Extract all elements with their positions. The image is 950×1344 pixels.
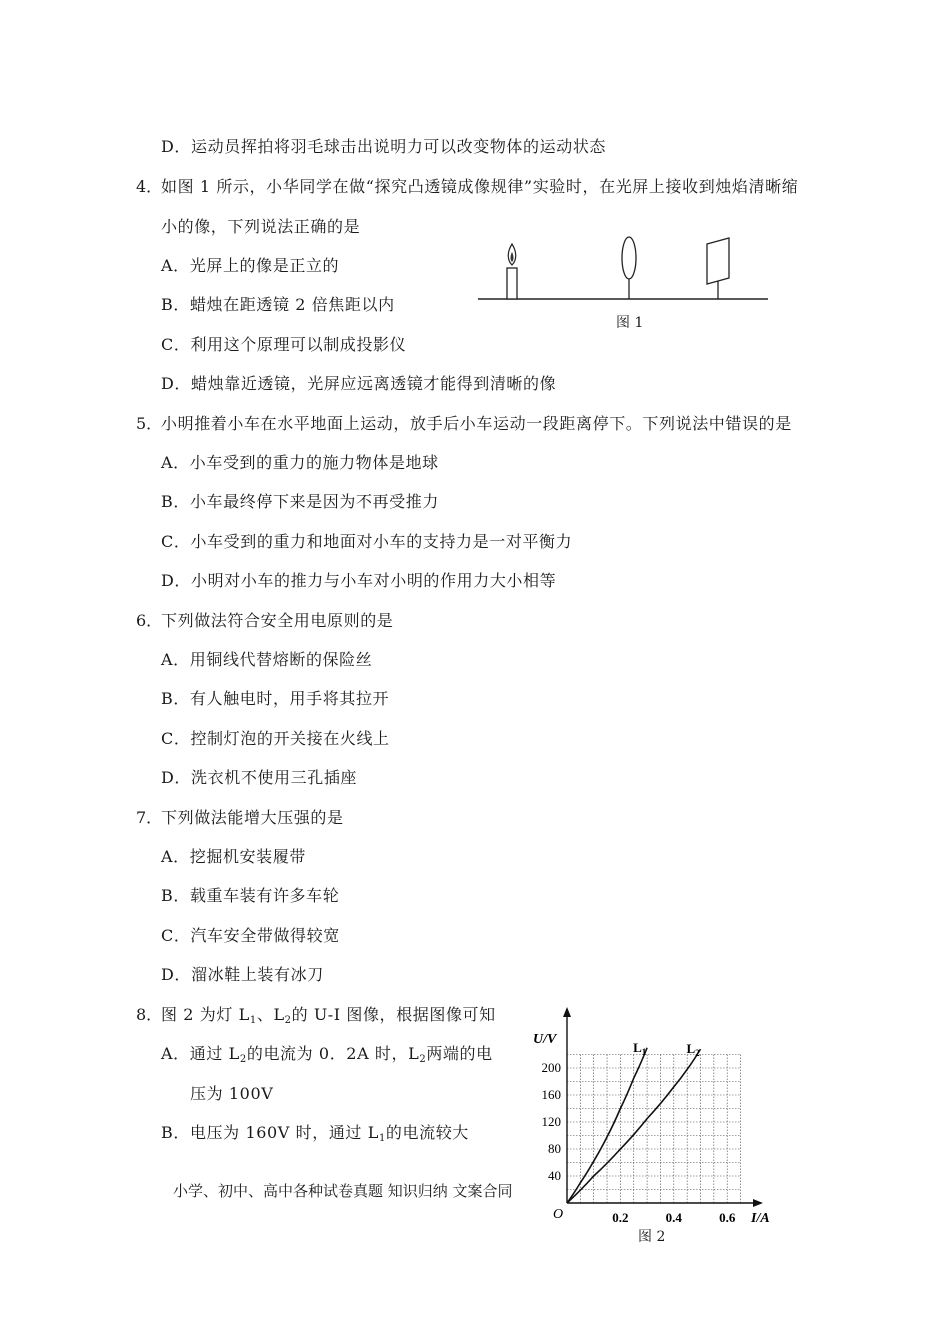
q7-stem: 下列做法能增大压强的是 [161, 808, 344, 827]
q5-option-d: D．小明对小车的推力与小车对小明的作用力大小相等 [161, 571, 557, 590]
q5-number: 5． [136, 414, 163, 433]
q5-option-b: B．小车最终停下来是因为不再受推力 [161, 492, 439, 511]
x-axis-label: I/A [751, 1211, 770, 1226]
q8-stem: 图 2 为灯 $L_1$、$L_2$的 U-I 图像，根据图像可知 [161, 1005, 496, 1026]
chart-series-labels [633, 1040, 700, 1058]
q5-stem: 小明推着小车在水平地面上运动，放手后小车运动一段距离停下。下列说法中错误的是 [161, 414, 792, 433]
light-screen-icon [707, 238, 729, 299]
q7-option-b: B．载重车装有许多车轮 [161, 886, 340, 905]
q4-number: 4． [136, 177, 163, 196]
chart-tick-labels [533, 1032, 770, 1226]
q6-option-d: D．洗衣机不使用三孔插座 [161, 768, 358, 787]
q6-number: 6． [136, 611, 163, 630]
q8-option-b: B．电压为 160V 时，通过 $L_1$的电流较大 [161, 1123, 469, 1144]
y-tick-label: 160 [541, 1087, 561, 1102]
q8-option-a-continued: 压为 100V [190, 1084, 274, 1103]
q4-stem-line1: 如图 1 所示，小华同学在做“探究凸透镜成像规律”实验时，在光屏上接收到烛焰清晰缩 [161, 177, 799, 196]
series-curve-l1 [567, 1048, 647, 1203]
chart-series [567, 1048, 701, 1203]
q3-option-d: D．运动员挥拍将羽毛球击出说明力可以改变物体的运动状态 [161, 137, 607, 156]
x-axis-arrow [753, 1199, 763, 1207]
y-tick-label: 80 [548, 1141, 561, 1156]
series-label-l2: $L_2$ [686, 1041, 700, 1059]
y-axis-arrow [563, 1007, 571, 1017]
x-tick-label: 0.2 [612, 1210, 629, 1225]
origin-label: O [553, 1207, 564, 1222]
q8-option-a: A．通过 $L_2$的电流为 0．2A 时，$L_2$两端的电 [161, 1044, 493, 1065]
candle-icon [507, 244, 517, 299]
q6-option-a: A．用铜线代替熔断的保险丝 [161, 650, 373, 669]
q4-option-a: A．光屏上的像是正立的 [161, 256, 340, 275]
figure-1-caption: 图 1 [616, 315, 644, 331]
figure-2-ui-chart [525, 1003, 785, 1243]
q7-number: 7． [136, 808, 163, 827]
figure-2-caption: 图 2 [638, 1229, 666, 1245]
q8-number: 8． [136, 1005, 163, 1024]
x-tick-label: 0.4 [665, 1210, 682, 1225]
q6-option-c: C．控制灯泡的开关接在火线上 [161, 729, 390, 748]
y-tick-label: 40 [548, 1168, 561, 1183]
chart-grid [567, 1055, 741, 1204]
q4-option-c: C．利用这个原理可以制成投影仪 [161, 335, 407, 354]
q4-option-d: D．蜡烛靠近透镜，光屏应远离透镜才能得到清晰的像 [161, 374, 557, 393]
footer-text: 小学、初中、高中各种试卷真题 知识归纳 文案合同 [173, 1182, 513, 1200]
q7-option-d: D．溜冰鞋上装有冰刀 [161, 965, 324, 984]
x-tick-label: 0.6 [719, 1210, 736, 1225]
q6-stem: 下列做法符合安全用电原则的是 [161, 611, 394, 630]
q7-option-c: C．汽车安全带做得较宽 [161, 926, 340, 945]
q4-option-b: B．蜡烛在距透镜 2 倍焦距以内 [161, 295, 395, 314]
series-curve-l2 [567, 1049, 701, 1203]
y-tick-label: 120 [541, 1114, 561, 1129]
y-tick-label: 200 [541, 1060, 561, 1075]
figure-1-lens-setup [476, 236, 776, 306]
y-axis-label: U/V [533, 1032, 557, 1047]
convex-lens-icon [622, 237, 636, 299]
q5-option-c: C．小车受到的重力和地面对小车的支持力是一对平衡力 [161, 532, 573, 551]
q7-option-a: A．挖掘机安装履带 [161, 847, 306, 866]
q5-option-a: A．小车受到的重力的施力物体是地球 [161, 453, 439, 472]
series-label-l1: $L_1$ [633, 1039, 647, 1057]
q4-stem-line2: 小的像，下列说法正确的是 [161, 217, 361, 236]
q6-option-b: B．有人触电时，用手将其拉开 [161, 689, 390, 708]
